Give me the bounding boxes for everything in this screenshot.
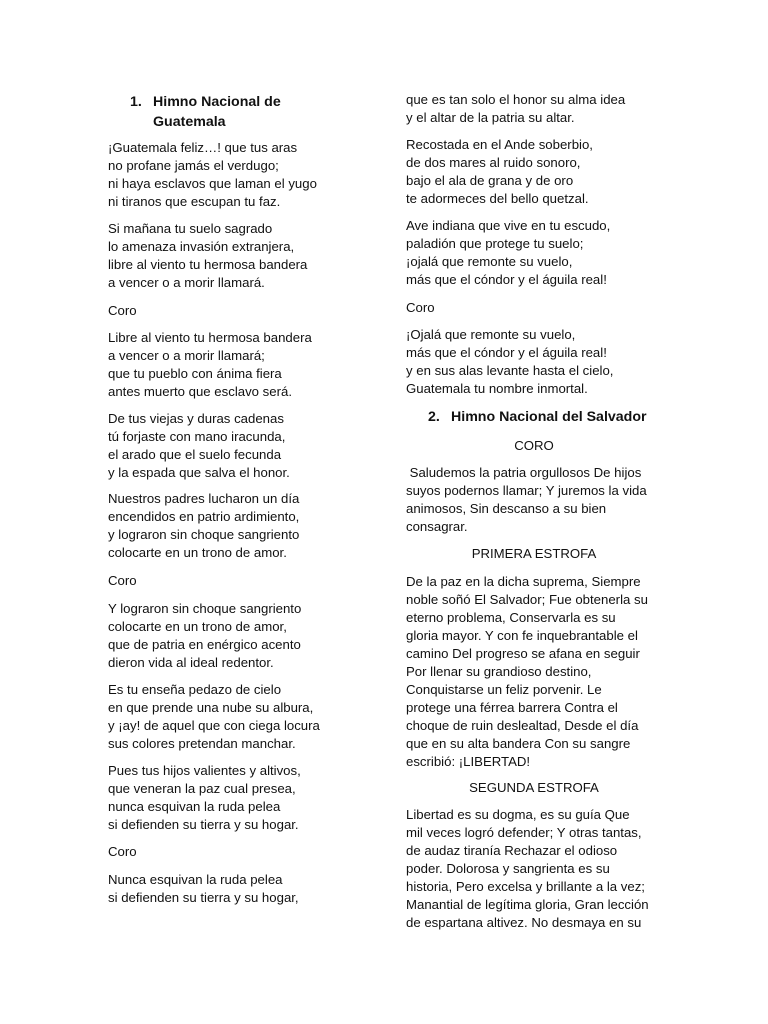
verse-line: De tus viejas y duras cadenas: [108, 411, 284, 426]
stanza: [108, 139, 317, 211]
prose-line: camino Del progreso se afana en seguir: [406, 646, 640, 661]
verse-line: Es tu enseña pedazo de cielo: [108, 682, 282, 697]
verse-line: si defienden su tierra y su hogar,: [108, 890, 299, 905]
verse-line: dieron vida al ideal redentor.: [108, 655, 274, 670]
stanza: [108, 410, 290, 482]
primera-estrofa-paragraph: [406, 573, 648, 771]
stanza: [108, 600, 301, 672]
verse-line: Recostada en el Ande soberbio,: [406, 137, 593, 152]
verse-line: encendidos en patrio ardimiento,: [108, 509, 300, 524]
verse-line: ni haya esclavos que laman el yugo: [108, 176, 317, 191]
heading-line: Guatemala: [153, 114, 226, 130]
stanza: [108, 681, 320, 753]
verse-line: Y lograron sin choque sangriento: [108, 601, 302, 616]
verse-line: ¡Guatemala feliz…! que tus aras: [108, 140, 298, 155]
verse-line: a vencer o a morir llamará.: [108, 275, 265, 290]
verse-line: Libre al viento tu hermosa bandera: [108, 330, 312, 345]
heading-number: 2.: [428, 409, 440, 425]
coro-label: [108, 572, 137, 590]
prose-line: de espartana altivez. No desmaya en su: [406, 915, 642, 930]
verse-line: colocarte en un trono de amor.: [108, 545, 287, 560]
stanza: [108, 490, 299, 562]
verse-line: colocarte en un trono de amor,: [108, 619, 287, 634]
verse-line: más que el cóndor y el águila real!: [406, 345, 607, 360]
verse-line: y el altar de la patria su altar.: [406, 110, 575, 125]
verse-line: sus colores pretendan manchar.: [108, 736, 296, 751]
verse-line: Coro: [108, 844, 137, 859]
prose-line: protege una férrea barrera Contra el: [406, 700, 618, 715]
verse-line: Pues tus hijos valientes y altivos,: [108, 763, 301, 778]
verse-line: de dos mares al ruido sonoro,: [406, 155, 581, 170]
verse-line: libre al viento tu hermosa bandera: [108, 257, 308, 272]
primera-estrofa-label: PRIMERA ESTROFA: [471, 546, 597, 561]
verse-line: y ¡ay! de aquel que con ciega locura: [108, 718, 320, 733]
verse-line: Coro: [108, 573, 137, 588]
verse-line: Nunca esquivan la ruda pelea: [108, 872, 283, 887]
verse-line: Coro: [406, 300, 435, 315]
heading-guatemala: [130, 92, 370, 132]
verse-line: y lograron sin choque sangriento: [108, 527, 300, 542]
verse-line: no profane jamás el verdugo;: [108, 158, 279, 173]
prose-line: escribió: ¡LIBERTAD!: [406, 754, 531, 769]
verse-line: antes muerto que esclavo será.: [108, 384, 292, 399]
prose-line: historia, Pero excelsa y brillante a la vez;: [406, 879, 645, 894]
stanza: [406, 136, 593, 208]
prose-line: de audaz tiranía Rechazar el odioso: [406, 843, 618, 858]
verse-line: nunca esquivan la ruda pelea: [108, 799, 281, 814]
prose-line: suyos podernos llamar; Y juremos la vida: [406, 483, 647, 498]
verse-line: si defienden su tierra y su hogar.: [108, 817, 299, 832]
verse-line: Si mañana tu suelo sagrado: [108, 221, 273, 236]
heading-line: Himno Nacional de: [153, 94, 281, 110]
stanza: [108, 220, 307, 292]
prose-line: mil veces logró defender; Y otras tantas,: [406, 825, 642, 840]
heading-number: 1.: [130, 94, 142, 110]
prose-line: De la paz en la dicha suprema, Siempre: [406, 574, 641, 589]
coro-label: [108, 843, 137, 861]
verse-line: paladión que protege tu suelo;: [406, 236, 584, 251]
prose-line: animosos, Sin descanso a su bien: [406, 501, 607, 516]
stanza: [108, 871, 299, 907]
stanza: [406, 91, 625, 127]
verse-line: Nuestros padres lucharon un día: [108, 491, 300, 506]
verse-line: bajo el ala de grana y de oro: [406, 173, 574, 188]
prose-line: Saludemos la patria orgullosos De hijos: [406, 465, 642, 480]
verse-line: más que el cóndor y el águila real!: [406, 272, 607, 287]
verse-line: que veneran la paz cual presea,: [108, 781, 296, 796]
verse-line: que de patria en enérgico acento: [108, 637, 301, 652]
segunda-estrofa-label: SEGUNDA ESTROFA: [469, 780, 599, 795]
verse-line: ¡ojalá que remonte su vuelo,: [406, 254, 573, 269]
prose-line: poder. Dolorosa y sangrienta es su: [406, 861, 610, 876]
verse-line: y la espada que salva el honor.: [108, 465, 290, 480]
verse-line: Guatemala tu nombre inmortal.: [406, 381, 588, 396]
stanza: [108, 329, 312, 401]
verse-line: ni tiranos que escupan tu faz.: [108, 194, 281, 209]
verse-line: te adormeces del bello quetzal.: [406, 191, 589, 206]
verse-line: ¡Ojalá que remonte su vuelo,: [406, 327, 576, 342]
coro-paragraph: [406, 464, 647, 536]
prose-line: Por llenar su grandioso destino,: [406, 664, 592, 679]
heading-salvador: [428, 407, 668, 427]
stanza: [406, 217, 610, 289]
prose-line: eterno problema, Conservarla es su: [406, 610, 616, 625]
verse-line: tú forjaste con mano iracunda,: [108, 429, 286, 444]
verse-line: en que prende una nube su albura,: [108, 700, 314, 715]
prose-line: que en su alta bandera Con su sangre: [406, 736, 631, 751]
verse-line: y en sus alas levante hasta el cielo,: [406, 363, 614, 378]
prose-line: choque de ruin deslealtad, Desde el día: [406, 718, 639, 733]
stanza: [406, 326, 613, 398]
prose-line: consagrar.: [406, 519, 468, 534]
prose-line: Manantial de legítima gloria, Gran lección: [406, 897, 649, 912]
coro-label: [108, 302, 137, 320]
verse-line: Ave indiana que vive en tu escudo,: [406, 218, 611, 233]
prose-line: gloria mayor. Y con fe inquebrantable el: [406, 628, 638, 643]
coro-section-label: CORO: [514, 438, 554, 453]
verse-line: que es tan solo el honor su alma idea: [406, 92, 626, 107]
verse-line: Coro: [108, 303, 137, 318]
verse-line: lo amenaza invasión extranjera,: [108, 239, 295, 254]
verse-line: el arado que el suelo fecunda: [108, 447, 282, 462]
verse-line: a vencer o a morir llamará;: [108, 348, 265, 363]
prose-line: noble soñó El Salvador; Fue obtenerla su: [406, 592, 648, 607]
stanza: [108, 762, 301, 834]
prose-line: Conquistarse un feliz porvenir. Le: [406, 682, 602, 697]
segunda-estrofa-paragraph: [406, 806, 649, 932]
heading-line: Himno Nacional del Salvador: [451, 409, 647, 425]
coro-label: [406, 299, 435, 317]
prose-line: Libertad es su dogma, es su guía Que: [406, 807, 630, 822]
verse-line: que tu pueblo con ánima fiera: [108, 366, 282, 381]
